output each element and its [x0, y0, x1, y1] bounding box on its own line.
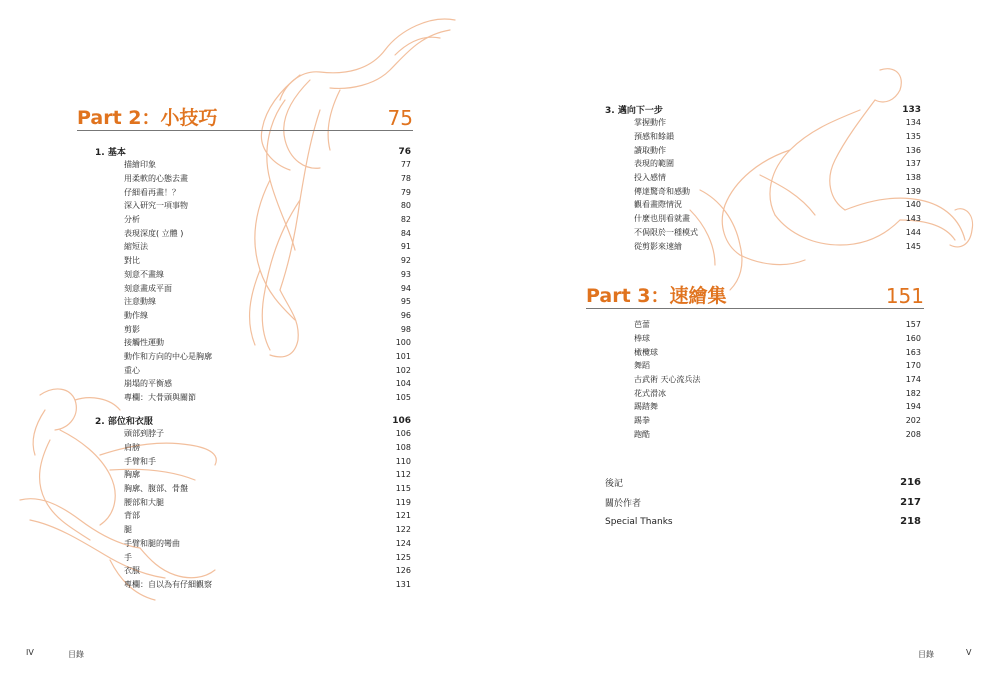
entry-label: 手臂和手	[124, 456, 156, 466]
toc-entry[interactable]	[605, 318, 921, 332]
toc-entry[interactable]	[605, 130, 921, 144]
entry-page: 216	[900, 477, 921, 489]
back-matter-row[interactable]	[605, 493, 921, 513]
entry-label: 預感和餘韻	[634, 132, 674, 142]
entry-label: 腿	[124, 525, 132, 535]
toc-entry[interactable]	[95, 482, 411, 496]
entry-label: 棒球	[634, 334, 650, 344]
toc-entry[interactable]	[95, 268, 411, 282]
part2-title: Part 2：小技巧	[77, 107, 218, 129]
toc-entry[interactable]	[605, 400, 921, 414]
toc-entry[interactable]	[95, 213, 411, 227]
toc-entry[interactable]	[95, 199, 411, 213]
section-1	[95, 145, 411, 404]
entry-page: 94	[400, 283, 411, 293]
entry-page: 80	[400, 201, 411, 211]
entry-label: 表現的範圍	[634, 159, 674, 169]
entry-label: Special Thanks	[605, 516, 673, 527]
entry-page: 174	[905, 375, 921, 385]
entry-page: 134	[905, 118, 921, 128]
left-folio-number: IV	[26, 648, 34, 657]
toc-entry[interactable]	[95, 172, 411, 186]
right-folio-number: V	[966, 648, 972, 657]
entry-page: 136	[905, 145, 921, 155]
entry-label: 芭蕾	[634, 320, 650, 330]
entry-page: 182	[905, 388, 921, 398]
entry-label: 深入研究一項事物	[124, 201, 188, 211]
toc-entry[interactable]	[95, 158, 411, 172]
entry-page: 218	[900, 516, 921, 528]
entry-label: 後記	[605, 479, 624, 490]
toc-entry[interactable]	[605, 171, 921, 185]
entry-page: 78	[400, 174, 411, 184]
toc-entry[interactable]	[605, 359, 921, 373]
entry-label: 專欄：大骨頭與關節	[124, 393, 196, 403]
part2-header	[77, 108, 413, 131]
section-items	[95, 427, 411, 591]
toc-entry[interactable]	[95, 468, 411, 482]
toc-entry[interactable]	[95, 495, 411, 509]
toc-entry[interactable]	[95, 441, 411, 455]
entry-label: 腰部和大腿	[124, 497, 164, 507]
section-title: 3. 邁向下一步	[605, 106, 663, 116]
toc-entry[interactable]	[95, 322, 411, 336]
entry-page: 140	[905, 200, 921, 210]
part3-page: 151	[885, 284, 924, 308]
toc-entry[interactable]	[95, 309, 411, 323]
entry-page: 106	[395, 429, 411, 439]
entry-page: 135	[905, 132, 921, 142]
entry-label: 讀取動作	[634, 145, 666, 155]
toc-entry[interactable]	[95, 336, 411, 350]
toc-entry[interactable]	[95, 185, 411, 199]
entry-page: 96	[400, 310, 411, 320]
toc-entry[interactable]	[95, 377, 411, 391]
entry-label: 什麼也別看就畫	[634, 214, 690, 224]
entry-label: 對比	[124, 256, 140, 266]
left-folio-label: 目錄	[68, 650, 84, 659]
section-items	[95, 158, 411, 404]
toc-entry[interactable]	[95, 550, 411, 564]
entry-page: 144	[905, 227, 921, 237]
entry-label: 描繪印象	[124, 160, 156, 170]
toc-entry[interactable]	[605, 198, 921, 212]
entry-page: 84	[400, 228, 411, 238]
entry-label: 表現深度( 立體 )	[124, 228, 184, 238]
entry-label: 動作線	[124, 310, 148, 320]
entry-label: 手	[124, 552, 132, 562]
section-items	[605, 116, 921, 253]
toc-entry[interactable]	[605, 116, 921, 130]
toc-entry[interactable]	[605, 414, 921, 428]
entry-page: 95	[400, 297, 411, 307]
toc-entry[interactable]	[95, 509, 411, 523]
entry-page: 93	[400, 269, 411, 279]
back-matter	[605, 473, 921, 532]
entry-label: 胸廓	[124, 470, 140, 480]
entry-label: 衣服	[124, 566, 140, 576]
section-title: 2. 部位和衣服	[95, 417, 153, 427]
entry-page: 139	[905, 186, 921, 196]
entry-label: 踢踏舞	[634, 402, 658, 412]
toc-entry[interactable]	[605, 239, 921, 253]
entry-label: 頭部到脖子	[124, 429, 164, 439]
toc-entry[interactable]	[95, 295, 411, 309]
toc-entry[interactable]	[95, 523, 411, 537]
entry-page: 137	[905, 159, 921, 169]
entry-label: 從剪影來速繪	[634, 241, 682, 251]
entry-page: 98	[400, 324, 411, 334]
entry-page: 101	[395, 351, 411, 361]
toc-entry[interactable]	[95, 226, 411, 240]
entry-label: 重心	[124, 365, 140, 375]
toc-entry[interactable]	[605, 386, 921, 400]
entry-label: 剪影	[124, 324, 140, 334]
entry-page: 138	[905, 173, 921, 183]
toc-entry[interactable]	[605, 332, 921, 346]
entry-page: 115	[395, 484, 411, 494]
entry-label: 跑酷	[634, 429, 650, 439]
entry-label: 胸廓、腹部、骨盤	[124, 484, 188, 494]
entry-label: 動作和方向的中心是胸廓	[124, 351, 212, 361]
entry-label: 花式滑冰	[634, 388, 666, 398]
entry-label: 接觸性運動	[124, 338, 164, 348]
toc-entry[interactable]	[95, 363, 411, 377]
toc-entry[interactable]	[605, 345, 921, 359]
entry-page: 160	[905, 334, 921, 344]
entry-label: 用柔軟的心態去畫	[124, 174, 188, 184]
toc-entry[interactable]	[605, 157, 921, 171]
entry-label: 注意動線	[124, 297, 156, 307]
entry-page: 143	[905, 214, 921, 224]
entry-label: 投入感情	[634, 173, 666, 183]
entry-page: 82	[400, 215, 411, 225]
entry-page: 119	[395, 497, 411, 507]
entry-page: 124	[395, 538, 411, 548]
back-matter-row[interactable]	[605, 473, 921, 493]
entry-page: 100	[395, 338, 411, 348]
entry-page: 110	[395, 456, 411, 466]
toc-entry[interactable]	[95, 350, 411, 364]
entry-label: 舞蹈	[634, 361, 650, 371]
section-heading[interactable]	[605, 103, 921, 116]
entry-label: 專欄：自以為有仔細觀察	[124, 579, 212, 589]
part3-items	[605, 318, 921, 441]
toc-entry[interactable]	[605, 143, 921, 157]
back-matter-items	[605, 473, 921, 532]
toc-entry[interactable]	[95, 578, 411, 592]
entry-page: 170	[905, 361, 921, 371]
part2-page: 75	[387, 106, 413, 130]
entry-label: 關於作者	[605, 498, 642, 509]
entry-page: 202	[905, 416, 921, 426]
section-page: 133	[902, 104, 921, 115]
toc-entry[interactable]	[95, 254, 411, 268]
entry-page: 126	[395, 566, 411, 576]
section-items	[605, 318, 921, 441]
entry-label: 刻意不畫線	[124, 269, 164, 279]
entry-label: 背部	[124, 511, 140, 521]
entry-page: 121	[395, 511, 411, 521]
section-2	[95, 414, 411, 591]
entry-page: 105	[395, 393, 411, 403]
entry-label: 橄欖球	[634, 347, 658, 357]
toc-entry[interactable]	[605, 226, 921, 240]
entry-page: 145	[905, 241, 921, 251]
toc-entry[interactable]	[95, 240, 411, 254]
entry-page: 131	[395, 579, 411, 589]
entry-page: 108	[395, 443, 411, 453]
entry-label: 縮短法	[124, 242, 148, 252]
section-heading[interactable]	[95, 145, 411, 158]
part3-title: Part 3：速繪集	[586, 285, 727, 307]
entry-label: 手臂和腿的彎曲	[124, 538, 180, 548]
entry-label: 不侷限於一種模式	[634, 227, 698, 237]
section-heading[interactable]	[95, 414, 411, 427]
toc-entry[interactable]	[605, 212, 921, 226]
entry-page: 102	[395, 365, 411, 375]
entry-page: 77	[400, 160, 411, 170]
entry-label: 傳達驚奇和感動	[634, 186, 690, 196]
toc-entry[interactable]	[605, 428, 921, 442]
entry-page: 217	[900, 496, 921, 508]
section-page: 106	[392, 415, 411, 426]
toc-entry[interactable]	[605, 184, 921, 198]
entry-page: 91	[400, 242, 411, 252]
toc-entry[interactable]	[95, 454, 411, 468]
entry-label: 崩塌的平衡感	[124, 379, 172, 389]
right-folio-label: 目錄	[918, 650, 934, 659]
entry-page: 125	[395, 552, 411, 562]
toc-entry[interactable]	[605, 373, 921, 387]
entry-label: 分析	[124, 215, 140, 225]
entry-label: 刻意畫成平面	[124, 283, 172, 293]
entry-label: 古武術 天心流兵法	[634, 375, 701, 385]
section-3	[605, 103, 921, 253]
entry-label: 觀看畫際情況	[634, 200, 682, 210]
entry-page: 157	[905, 320, 921, 330]
toc-entry[interactable]	[95, 427, 411, 441]
section-page: 76	[398, 146, 411, 157]
entry-label: 踢拳	[634, 416, 650, 426]
entry-label: 仔細看再畫！？	[124, 187, 180, 197]
entry-label: 掌握動作	[634, 118, 666, 128]
entry-page: 112	[395, 470, 411, 480]
toc-entry[interactable]	[95, 564, 411, 578]
toc-entry[interactable]	[95, 281, 411, 295]
back-matter-row[interactable]	[605, 512, 921, 532]
entry-page: 122	[395, 525, 411, 535]
toc-entry[interactable]	[95, 537, 411, 551]
entry-page: 163	[905, 347, 921, 357]
part3-header	[586, 286, 924, 309]
entry-page: 79	[400, 187, 411, 197]
entry-page: 104	[395, 379, 411, 389]
toc-entry[interactable]	[95, 391, 411, 405]
entry-page: 92	[400, 256, 411, 266]
entry-page: 208	[905, 429, 921, 439]
entry-label: 肩膀	[124, 443, 140, 453]
section-title: 1. 基本	[95, 148, 126, 158]
entry-page: 194	[905, 402, 921, 412]
